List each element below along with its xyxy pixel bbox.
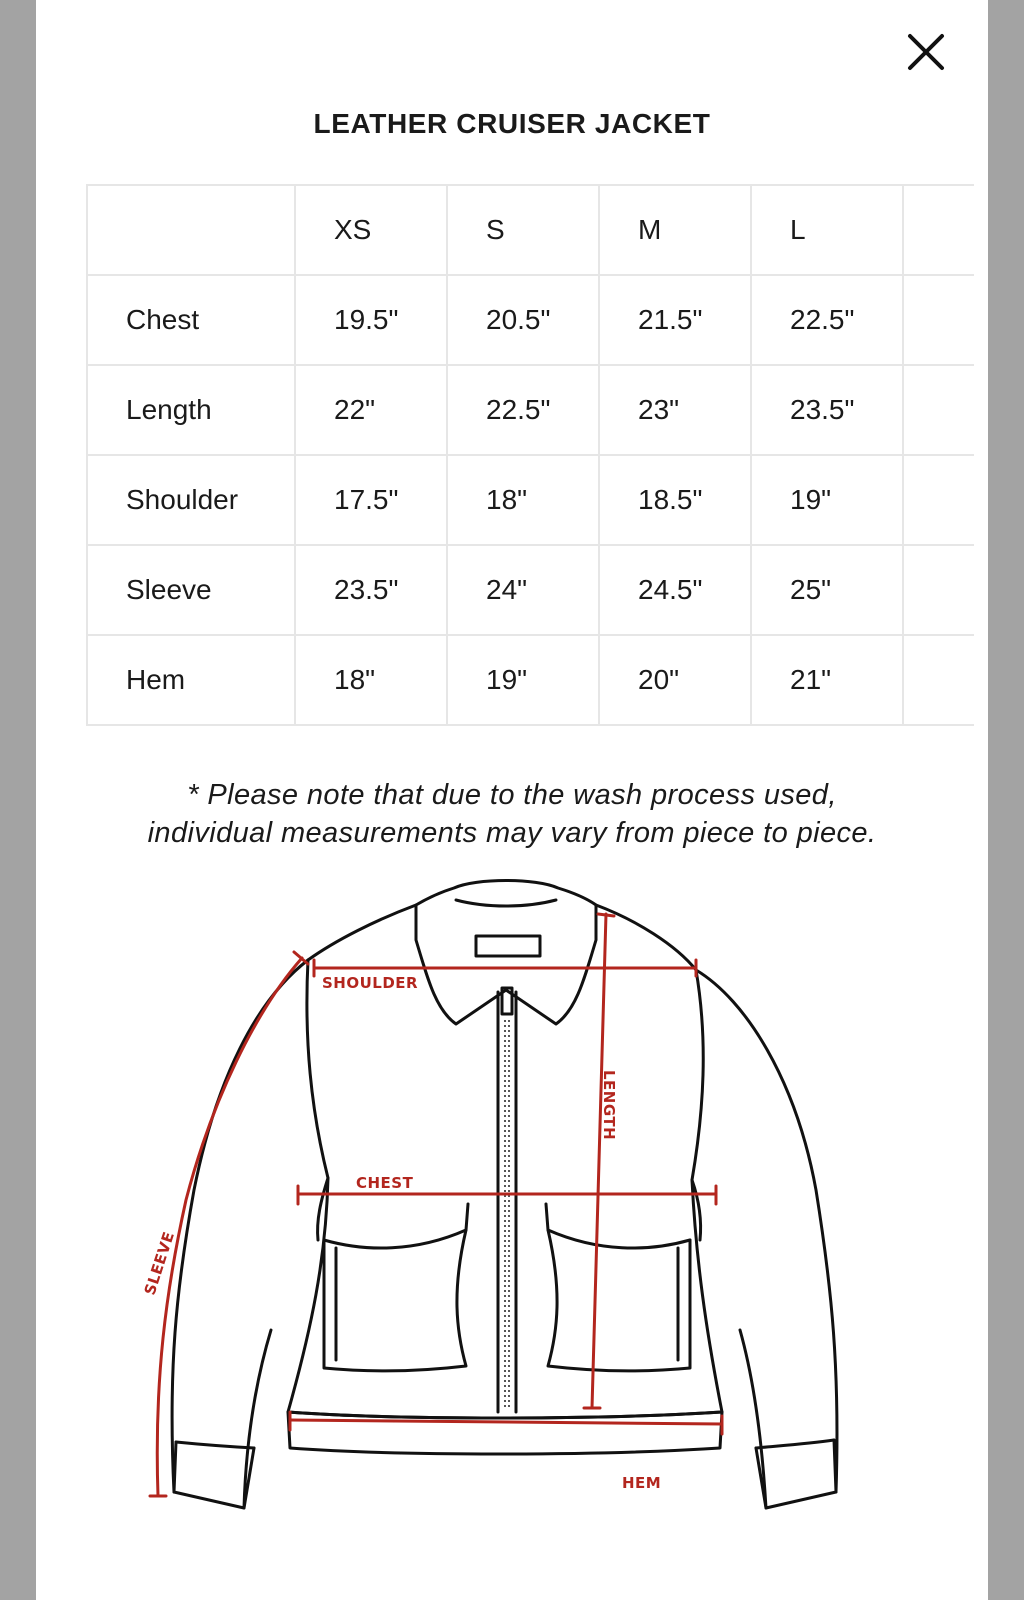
table-cell: 19" xyxy=(751,455,903,545)
table-cell: 19" xyxy=(447,635,599,725)
size-guide-modal xyxy=(36,0,988,1600)
table-row xyxy=(87,455,974,545)
size-table xyxy=(86,184,974,726)
table-cell xyxy=(903,365,974,455)
table-header-cell: L xyxy=(751,185,903,275)
close-button[interactable] xyxy=(904,30,948,74)
jacket-diagram xyxy=(36,860,988,1600)
table-cell: 17.5" xyxy=(295,455,447,545)
table-cell xyxy=(903,545,974,635)
note-line: * Please note that due to the wash process used, xyxy=(187,779,837,811)
shoulder-label: SHOULDER xyxy=(322,974,419,992)
table-cell: 22" xyxy=(295,365,447,455)
table-header-cell: S xyxy=(447,185,599,275)
length-label: LENGTH xyxy=(600,1070,618,1141)
table-header-cell: XS xyxy=(295,185,447,275)
chest-label: CHEST xyxy=(356,1174,414,1192)
table-cell: 19.5" xyxy=(295,275,447,365)
table-cell: 18" xyxy=(447,455,599,545)
table-cell: 25" xyxy=(751,545,903,635)
sleeve-label: SLEEVE xyxy=(140,1229,179,1298)
table-cell xyxy=(903,275,974,365)
row-label: Length xyxy=(87,365,295,455)
page-title: LEATHER CRUISER JACKET xyxy=(313,108,711,139)
table-row xyxy=(87,275,974,365)
table-row xyxy=(87,365,974,455)
table-cell: 23" xyxy=(599,365,751,455)
table-cell: 22.5" xyxy=(447,365,599,455)
table-cell: 18.5" xyxy=(599,455,751,545)
table-cell: 20" xyxy=(599,635,751,725)
measurement-note xyxy=(36,776,988,852)
table-cell: 24" xyxy=(447,545,599,635)
table-row xyxy=(87,545,974,635)
row-label: Chest xyxy=(87,275,295,365)
table-row xyxy=(87,635,974,725)
table-cell: 22.5" xyxy=(751,275,903,365)
row-label: Shoulder xyxy=(87,455,295,545)
row-label: Sleeve xyxy=(87,545,295,635)
table-cell xyxy=(903,455,974,545)
table-cell: 23.5" xyxy=(295,545,447,635)
hem-label: HEM xyxy=(622,1474,662,1492)
table-cell: 20.5" xyxy=(447,275,599,365)
table-cell: 23.5" xyxy=(751,365,903,455)
table-header-cell xyxy=(87,185,295,275)
table-cell xyxy=(903,635,974,725)
table-header-cell: M xyxy=(599,185,751,275)
table-header-cell xyxy=(903,185,974,275)
close-icon xyxy=(904,30,948,74)
row-label: Hem xyxy=(87,635,295,725)
jacket-illustration xyxy=(36,860,988,1600)
table-cell: 18" xyxy=(295,635,447,725)
table-cell: 21.5" xyxy=(599,275,751,365)
zipper-teeth xyxy=(505,1020,509,1408)
table-cell: 21" xyxy=(751,635,903,725)
size-table-scroll[interactable] xyxy=(86,184,974,736)
table-cell: 24.5" xyxy=(599,545,751,635)
table-header-row xyxy=(87,185,974,275)
note-line: individual measurements may vary from piece to piece. xyxy=(147,817,877,849)
